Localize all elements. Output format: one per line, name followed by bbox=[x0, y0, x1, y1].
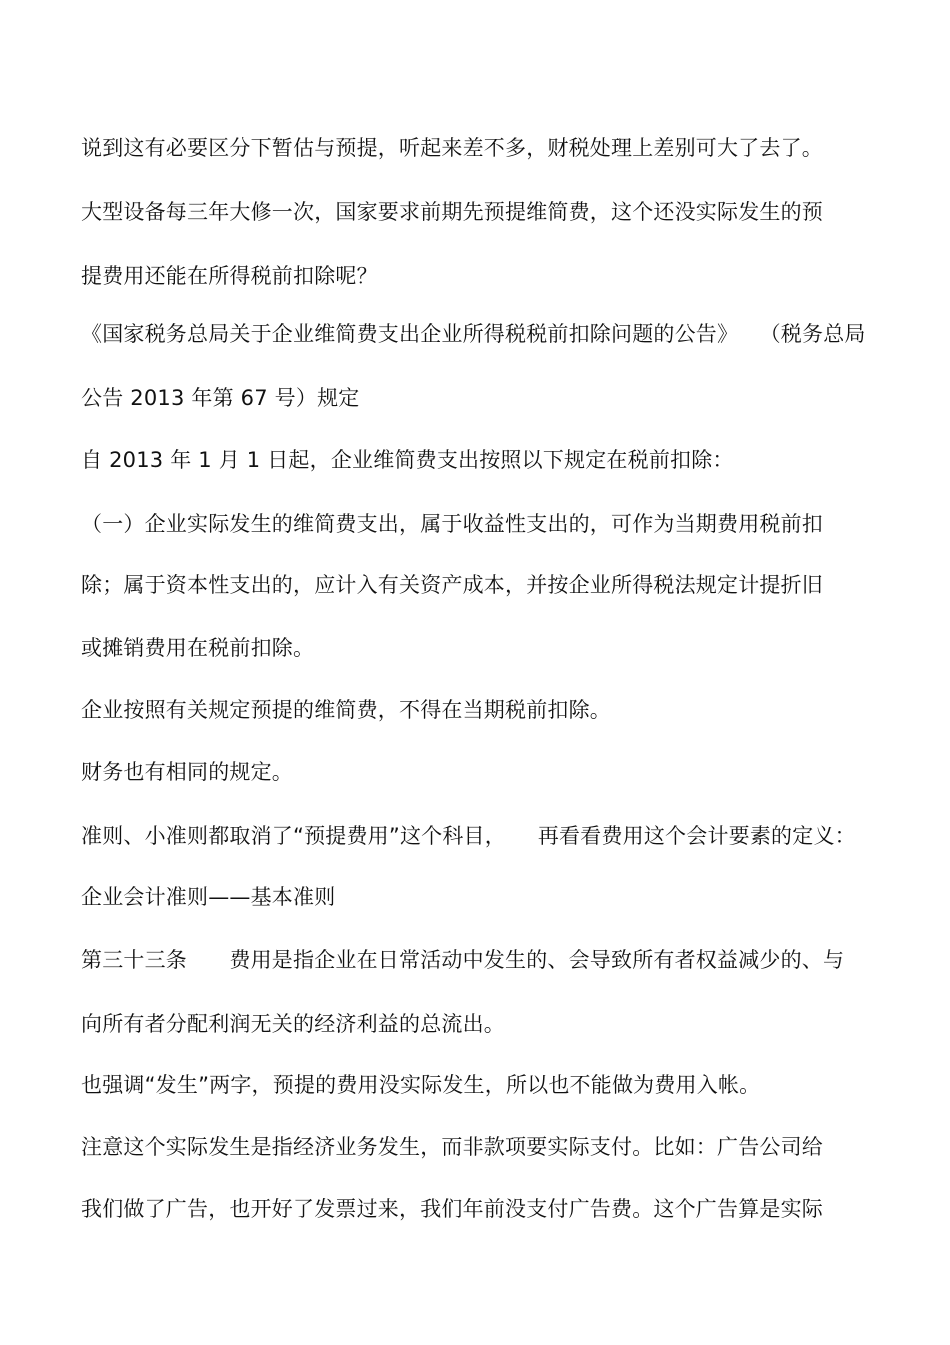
text-line: 准则、小准则都取消了“预提费用”这个科目， 再看看费用这个会计要素的定义： bbox=[81, 824, 856, 848]
text-line: 或摊销费用在税前扣除。 bbox=[81, 636, 315, 660]
text-line: 注意这个实际发生是指经济业务发生，而非款项要实际支付。比如：广告公司给 bbox=[81, 1135, 823, 1159]
text-line: 《国家税务总局关于企业维简费支出企业所得税税前扣除问题的公告》 （税务总局 bbox=[81, 322, 866, 346]
text-line: 自 2013 年 1 月 1 日起，企业维简费支出按照以下规定在税前扣除： bbox=[81, 448, 734, 472]
text-line: 提费用还能在所得税前扣除呢？ bbox=[81, 264, 378, 288]
text-line: 第三十三条 费用是指企业在日常活动中发生的、会导致所有者权益减少的、与 bbox=[81, 948, 845, 972]
text-line: 大型设备每三年大修一次，国家要求前期先预提维简费，这个还没实际发生的预 bbox=[81, 200, 823, 224]
text-line: 企业会计准则——基本准则 bbox=[81, 885, 336, 909]
text-line: 我们做了广告，也开好了发票过来，我们年前没支付广告费。这个广告算是实际 bbox=[81, 1197, 823, 1221]
text-line: （一）企业实际发生的维简费支出，属于收益性支出的，可作为当期费用税前扣 bbox=[81, 512, 823, 536]
text-line: 也强调“发生”两字，预提的费用没实际发生，所以也不能做为费用入帐。 bbox=[81, 1073, 761, 1097]
text-line: 除；属于资本性支出的，应计入有关资产成本，并按企业所得税法规定计提折旧 bbox=[81, 573, 823, 597]
text-line: 说到这有必要区分下暂估与预提，听起来差不多，财税处理上差别可大了去了。 bbox=[81, 136, 823, 160]
text-line: 公告 2013 年第 67 号）规定 bbox=[81, 386, 360, 410]
text-line: 向所有者分配利润无关的经济利益的总流出。 bbox=[81, 1012, 505, 1036]
text-line: 财务也有相同的规定。 bbox=[81, 760, 293, 784]
text-line: 企业按照有关规定预提的维简费，不得在当期税前扣除。 bbox=[81, 698, 611, 722]
